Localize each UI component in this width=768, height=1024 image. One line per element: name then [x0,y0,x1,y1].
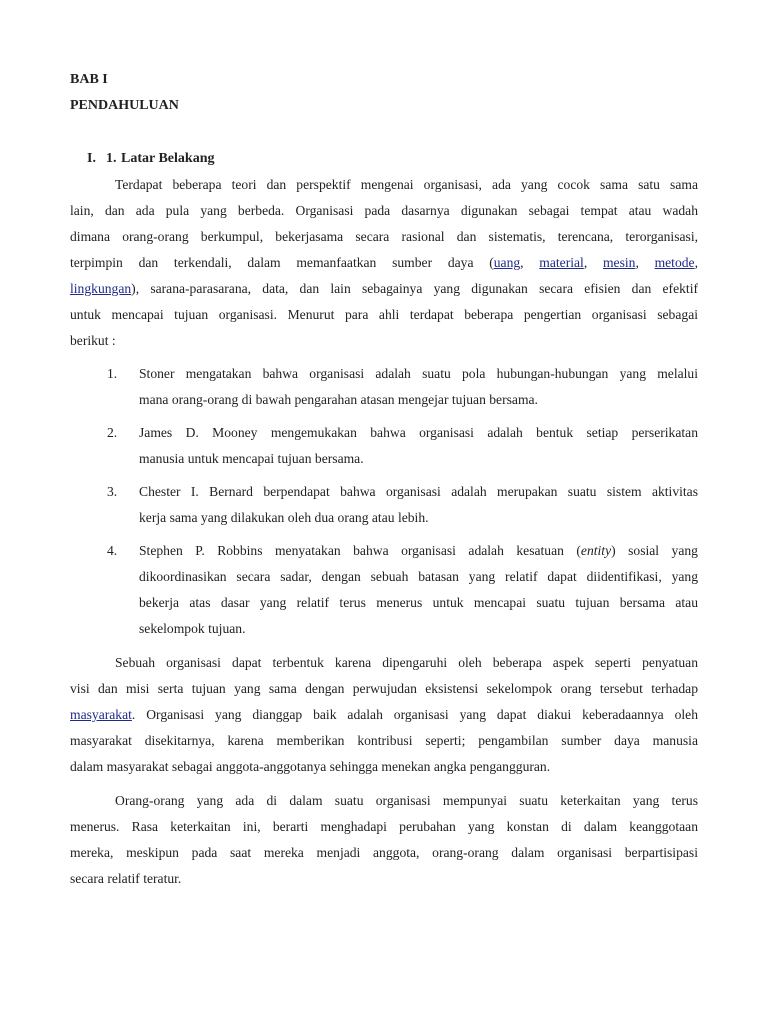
inline-link[interactable]: mesin [602,255,636,270]
text-segment: Sebuah organisasi dapat terbentuk karena dipengaruhi oleh beberapa aspek seperti penyatuan [115,655,698,670]
text-line [70,702,698,728]
text-segment: , [520,255,540,270]
text-segment: manusia untuk mencapai tujuan bersama. [139,451,364,466]
text-line [139,361,698,387]
text-line [70,650,698,676]
list-number: 1. [107,366,118,381]
text-segment: mana orang-orang di bawah pengarahan atasan mengejar tujuan bersama. [139,392,538,407]
text-segment: Stoner mengatakan bahwa organisasi adalah suatu pola hubungan-hubungan yang melalui [139,366,698,381]
text-segment: masyarakat disekitarnya, karena memberikan kontribusi seperti; pengambilan sumber daya manusia [70,733,698,748]
text-segment: . Organisasi yang dianggap baik adalah organisasi yang dapat diakui keberadaannya oleh [131,707,698,722]
list-number: 3. [107,484,118,499]
inline-link[interactable]: lingkungan [70,281,132,296]
text-line [70,754,698,780]
text-segment: dikoordinasikan secara sadar, dengan sebuah batasan yang relatif dapat diidentifikasi, yang [139,569,698,584]
text-segment: kerja sama yang dilakukan oleh dua orang atau lebih. [139,510,429,525]
list-item [70,420,698,472]
document-page [70,67,698,892]
text-line [70,814,698,840]
chapter-title: PENDAHULUAN [70,98,179,113]
list-number: 2. [107,425,118,440]
text-line [70,728,698,754]
italic-term: entity [580,543,612,558]
definition-list [70,361,698,642]
text-line [139,387,698,413]
text-line [70,788,698,814]
chapter-label: BAB I [70,72,108,87]
list-item [70,538,698,642]
text-line [70,276,698,302]
section-heading [70,146,698,172]
text-segment: , [694,255,698,270]
section-number: 1. [106,151,117,166]
text-line [70,866,698,892]
text-line [139,420,698,446]
text-segment: , [583,255,603,270]
text-segment: mereka, meskipun pada saat mereka menjadi anggota, orang-orang dalam organisasi berpartisipasi [70,845,698,860]
text-line [70,328,698,354]
text-line [139,505,698,531]
text-segment: berikut : [70,333,116,348]
text-segment: sekelompok tujuan. [139,621,246,636]
inline-link[interactable]: metode [654,255,695,270]
text-segment: James D. Mooney mengemukakan bahwa organisasi adalah bentuk setiap perserikatan [139,425,698,440]
text-segment: Chester I. Bernard berpendapat bahwa organisasi adalah merupakan suatu sistem aktivitas [139,484,698,499]
text-segment: dalam masyarakat sebagai anggota-anggotanya sehingga menekan angka pengangguran. [70,759,551,774]
text-segment: visi dan misi serta tujuan yang sama dengan perwujudan eksistensi sekelompok orang tersebut terhadap [70,681,698,696]
text-segment: menerus. Rasa keterkaitan ini, berarti menghadapi perubahan yang konstan di dalam keanggotaan [70,819,698,834]
paragraph-membership [70,788,698,892]
text-segment: , [635,255,655,270]
text-line [70,676,698,702]
text-segment: Orang-orang yang ada di dalam suatu organisasi mempunyai suatu keterkaitan yang terus [115,793,698,808]
text-segment: Terdapat beberapa teori dan perspektif mengenai organisasi, ada yang cocok sama satu sama [115,177,698,192]
text-line [139,479,698,505]
text-segment: untuk mencapai tujuan organisasi. Menurut para ahli terdapat beberapa pengertian organisasi sebagai [70,307,698,322]
text-line [70,250,698,276]
text-line [139,564,698,590]
text-segment: lain, dan ada pula yang berbeda. Organisasi pada dasarnya digunakan sebagai tempat atau wadah [70,203,698,218]
inline-link[interactable]: material [539,255,584,270]
text-segment: ), sarana-parasarana, data, dan lain sebagainya yang digunakan secara efisien dan efektif [131,281,698,296]
text-line [70,224,698,250]
text-line [70,302,698,328]
text-segment: ) sosial yang [611,543,698,558]
list-item [70,479,698,531]
list-item-text [139,538,698,642]
paragraph-aspects [70,650,698,780]
text-segment: Stephen P. Robbins menyatakan bahwa organisasi adalah kesatuan ( [139,543,581,558]
text-segment: dimana orang-orang berkumpul, bekerjasama secara rasional dan sistematis, terencana, terorganisasi, [70,229,698,244]
text-segment: bekerja atas dasar yang relatif terus menerus untuk mencapai suatu tujuan bersama atau [139,595,698,610]
text-line [139,616,698,642]
paragraph-intro [70,172,698,354]
inline-link[interactable]: masyarakat [70,707,132,722]
text-segment: secara relatif teratur. [70,871,182,886]
text-line [70,198,698,224]
list-item-text [139,361,698,413]
text-line [139,538,698,564]
text-segment: terpimpin dan terkendali, dalam memanfaatkan sumber daya ( [70,255,494,270]
inline-link[interactable]: uang [493,255,521,270]
text-line [139,590,698,616]
text-line [70,172,698,198]
list-item-text [139,479,698,531]
list-item [70,361,698,413]
text-line [70,840,698,866]
list-number: 4. [107,543,118,558]
text-line [139,446,698,472]
section-roman-number: I. [87,151,96,166]
section-title: Latar Belakang [121,151,215,166]
list-item-text [139,420,698,472]
